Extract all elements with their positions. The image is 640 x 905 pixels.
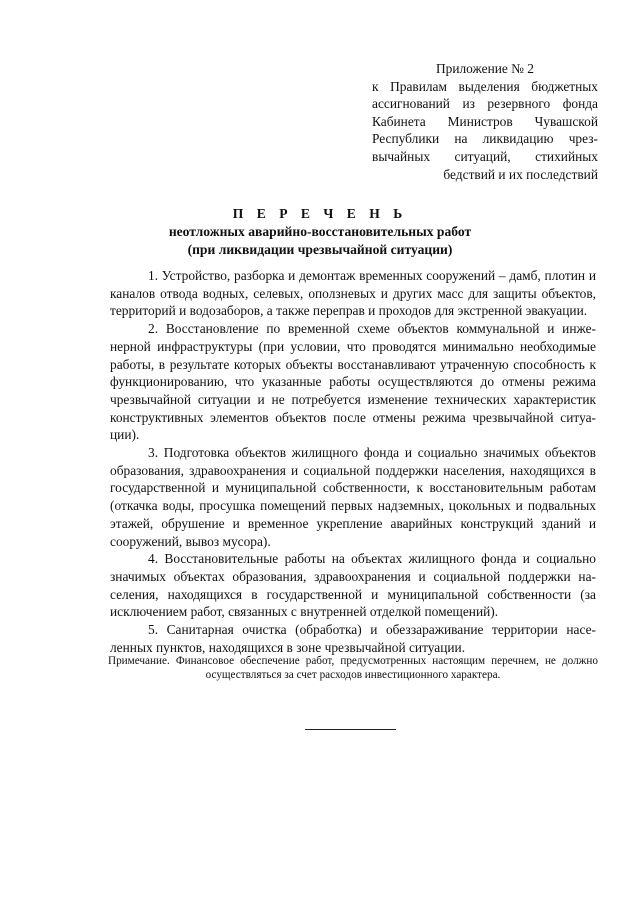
document-title xyxy=(0,205,640,259)
list-item: 4. Восстановительные работы на объектах жилищного фонда и социально значимых объектах образования, здравоохранения и социальной поддержки населения, находящихся в государственной и муниципальной собственности (за исключением работ, связанных с внутренней отделкой помещений). xyxy=(110,551,596,620)
list-item: 3. Подготовка объектов жилищного фонда и социально значимых объектов образования, здравоохранения и социальной поддержки населения, находящихся в государственной и муниципальной собственности, к восстановительным работам (откачка воды, просушка помещений первых надземных, цокольных и подвальных этажей, обрушение и временное укрепление аварийных конструкций зданий и сооружений, вывоз мусора). xyxy=(110,445,596,549)
title-main: П Е Р Е Ч Е Н Ь xyxy=(232,206,408,221)
list-item: 2. Восстановление по временной схеме объектов коммунальной и инженерной инфраструктуры (при условии, что проводятся минимально необходимые работы, в результате которых объекты восстанавливают утраченную способность к функционированию, что указанные работы осуществляются до отмены режима чрезвычайной ситуации и не потребуется изменение технических характеристик конструктивных элементов объектов после отмены режима чрезвычайной ситуации). xyxy=(110,321,596,443)
title-subtitle-parenthetical: (при ликвидации чрезвычайной ситуации) xyxy=(187,242,453,257)
works-list xyxy=(110,267,596,656)
annex-header xyxy=(372,60,598,183)
list-item: 5. Санитарная очистка (обработка) и обеззараживание территории населенных пунктов, находящихся в зоне чрезвычайной ситуации. xyxy=(110,622,596,655)
list-item: 1. Устройство, разборка и демонтаж временных сооружений – дамб, плотин и каналов отвода водных, селевых, оползневых и других масс для защиты объектов, территорий и водозаборов, а также переправ и проходов для экстренной эвакуации. xyxy=(110,268,596,319)
footnote xyxy=(108,654,598,683)
annex-number: Приложение № 2 xyxy=(435,61,535,76)
title-subtitle: неотложных аварийно-восстановительных работ xyxy=(168,224,472,239)
closing-divider xyxy=(305,729,396,730)
annex-description: к Правилам выделения бюджетных ассигнований из резервного фонда Кабинета Министров Чувашской Республики на ликвидацию чрезвычайных ситуаций, стихийных бедствий и их последствий xyxy=(372,78,598,182)
footnote-text: Примечание. Финансовое обеспечение работ, предусмотренных настоящим перечнем, не должно осуществляться за счет расходов инвестиционного характера. xyxy=(108,655,598,682)
